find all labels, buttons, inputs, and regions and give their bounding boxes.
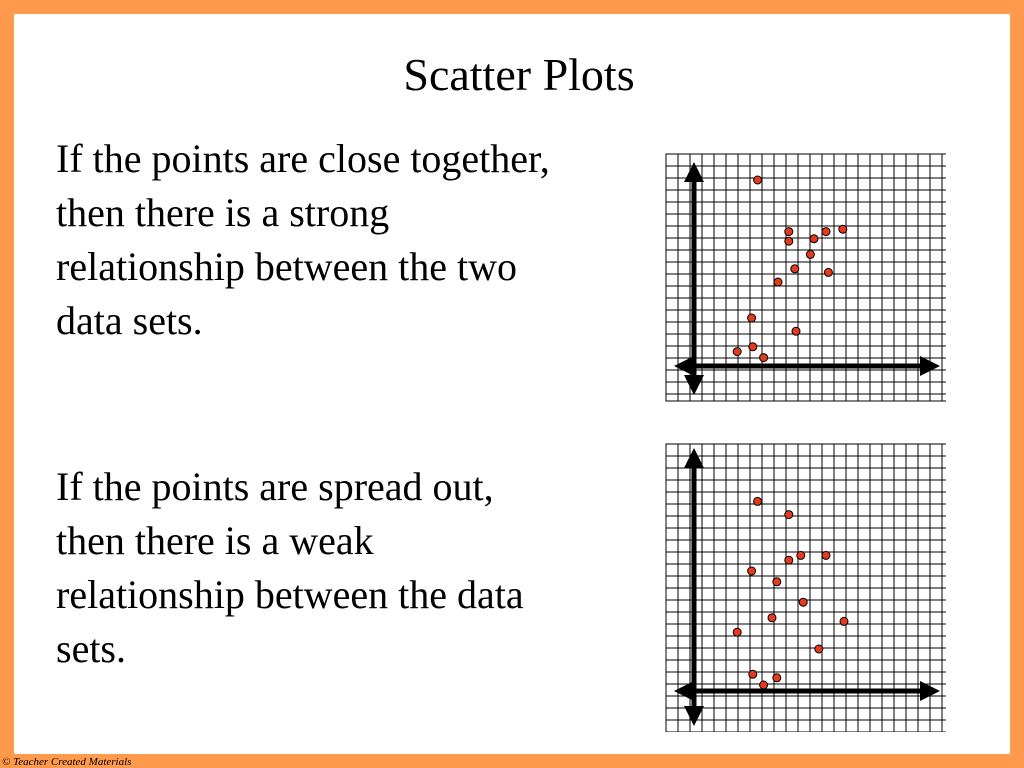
data-point bbox=[822, 228, 830, 236]
data-point bbox=[797, 551, 805, 559]
data-point bbox=[774, 278, 782, 286]
data-point bbox=[773, 674, 781, 682]
data-point bbox=[840, 617, 848, 625]
data-point bbox=[754, 497, 762, 505]
data-point bbox=[785, 228, 793, 236]
strong-scatter-plot bbox=[650, 138, 946, 402]
data-point bbox=[785, 511, 793, 519]
data-point bbox=[749, 670, 757, 678]
data-point bbox=[773, 578, 781, 586]
data-point bbox=[815, 645, 823, 653]
data-point bbox=[749, 343, 757, 351]
data-point bbox=[822, 551, 830, 559]
data-point bbox=[785, 556, 793, 564]
data-point bbox=[785, 237, 793, 245]
data-point bbox=[733, 348, 741, 356]
data-point bbox=[768, 614, 776, 622]
weak-scatter-plot bbox=[650, 428, 946, 732]
data-point bbox=[733, 628, 741, 636]
copyright-footer: © Teacher Created Materials bbox=[2, 756, 132, 768]
data-point bbox=[806, 250, 814, 258]
data-point bbox=[754, 176, 762, 184]
data-point bbox=[839, 225, 847, 233]
strong-relationship-text: If the points are close together, then there is a strong relationship between the two data sets. bbox=[56, 136, 550, 343]
data-point bbox=[748, 314, 756, 322]
data-point bbox=[748, 567, 756, 575]
data-point bbox=[824, 268, 832, 276]
data-point bbox=[760, 354, 768, 362]
data-point bbox=[791, 265, 799, 273]
slide-title: Scatter Plots bbox=[403, 49, 635, 100]
data-point bbox=[799, 598, 807, 606]
data-point bbox=[810, 235, 818, 243]
data-point bbox=[760, 681, 768, 689]
data-point bbox=[792, 327, 800, 335]
weak-relationship-text: If the points are spread out, then there is a weak relationship between the data sets. bbox=[56, 464, 524, 671]
